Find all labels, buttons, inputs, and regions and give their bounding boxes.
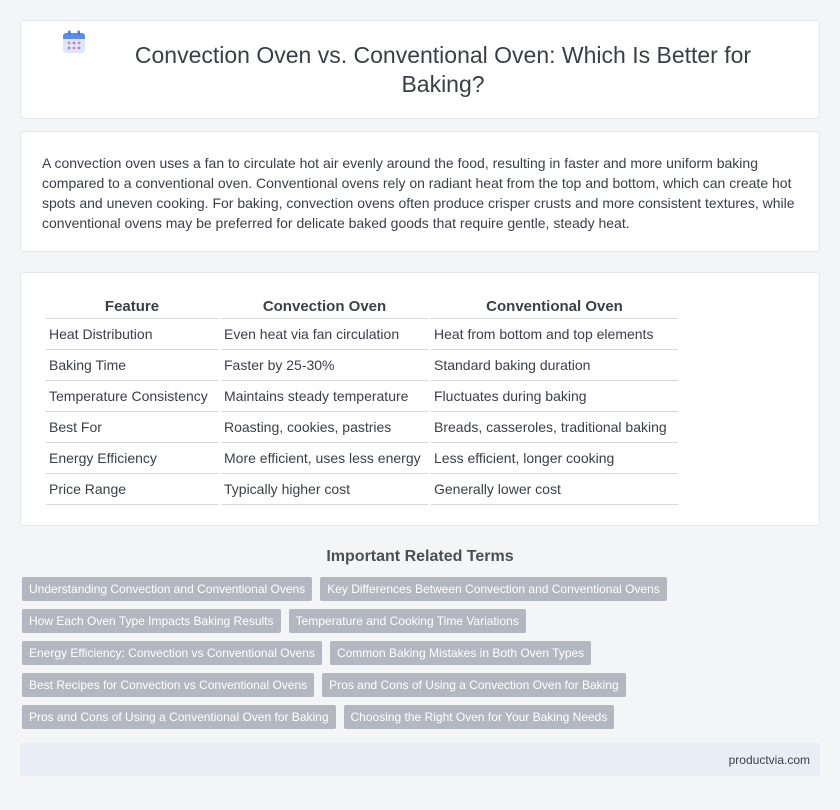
table-cell: Breads, casseroles, traditional baking [431,412,678,443]
column-header-conventional: Conventional Oven [431,295,678,319]
table-cell: Faster by 25-30% [221,350,428,381]
column-header-feature: Feature [46,295,218,319]
table-header-row [46,295,678,319]
intro-paragraph: A convection oven uses a fan to circulate hot air evenly around the food, resulting in faster and more uniform baking compared to a conventional oven. Conventional ovens rely on radiant heat from the top and bottom, which can create hot spots and uneven cooking. For baking, convection ovens often produce crisper crusts and more consistent textures, while conventional ovens may be preferred for delicate baked goods that require gentle, steady heat. [42,155,795,231]
table-row [46,474,678,505]
comparison-table [43,295,681,505]
footer [20,743,820,776]
table-cell: Roasting, cookies, pastries [221,412,428,443]
header-card [20,20,820,119]
title-wrap [61,41,779,99]
table-cell: Generally lower cost [431,474,678,505]
related-term-tag[interactable]: Pros and Cons of Using a Conventional Oven for Baking [22,705,336,729]
related-term-tag[interactable]: Energy Efficiency: Convection vs Conventional Ovens [22,641,322,665]
table-cell: Best For [46,412,218,443]
page-title: Convection Oven vs. Conventional Oven: Which Is Better for Baking? [134,41,752,97]
table-row [46,412,678,443]
footer-site-name[interactable]: productvia.com [728,752,810,767]
related-terms-list [22,577,818,737]
related-term-tag[interactable]: Best Recipes for Convection vs Conventional Ovens [22,673,314,697]
table-cell: Energy Efficiency [46,443,218,474]
table-cell: Typically higher cost [221,474,428,505]
related-term-tag[interactable]: Pros and Cons of Using a Convection Oven for Baking [322,673,626,697]
calendar-icon [61,29,87,55]
related-term-tag[interactable]: Choosing the Right Oven for Your Baking Needs [344,705,615,729]
table-cell: Standard baking duration [431,350,678,381]
table-cell: Heat from bottom and top elements [431,319,678,350]
intro-card [20,131,820,252]
comparison-table-card [20,272,820,526]
related-term-tag[interactable]: Understanding Convection and Conventional Ovens [22,577,312,601]
table-cell: More efficient, uses less energy [221,443,428,474]
related-term-tag[interactable]: Common Baking Mistakes in Both Oven Types [330,641,591,665]
table-cell: Maintains steady temperature [221,381,428,412]
table-cell: Even heat via fan circulation [221,319,428,350]
table-cell: Baking Time [46,350,218,381]
table-cell: Temperature Consistency [46,381,218,412]
column-header-convection: Convection Oven [221,295,428,319]
related-term-tag[interactable]: How Each Oven Type Impacts Baking Results [22,609,281,633]
table-row [46,319,678,350]
related-term-tag[interactable]: Temperature and Cooking Time Variations [289,609,526,633]
table-row [46,381,678,412]
related-terms-title: Important Related Terms [326,548,514,565]
table-row [46,443,678,474]
table-cell: Price Range [46,474,218,505]
table-cell: Heat Distribution [46,319,218,350]
table-cell: Less efficient, longer cooking [431,443,678,474]
table-cell: Fluctuates during baking [431,381,678,412]
related-term-tag[interactable]: Key Differences Between Convection and Conventional Ovens [320,577,667,601]
table-row [46,350,678,381]
